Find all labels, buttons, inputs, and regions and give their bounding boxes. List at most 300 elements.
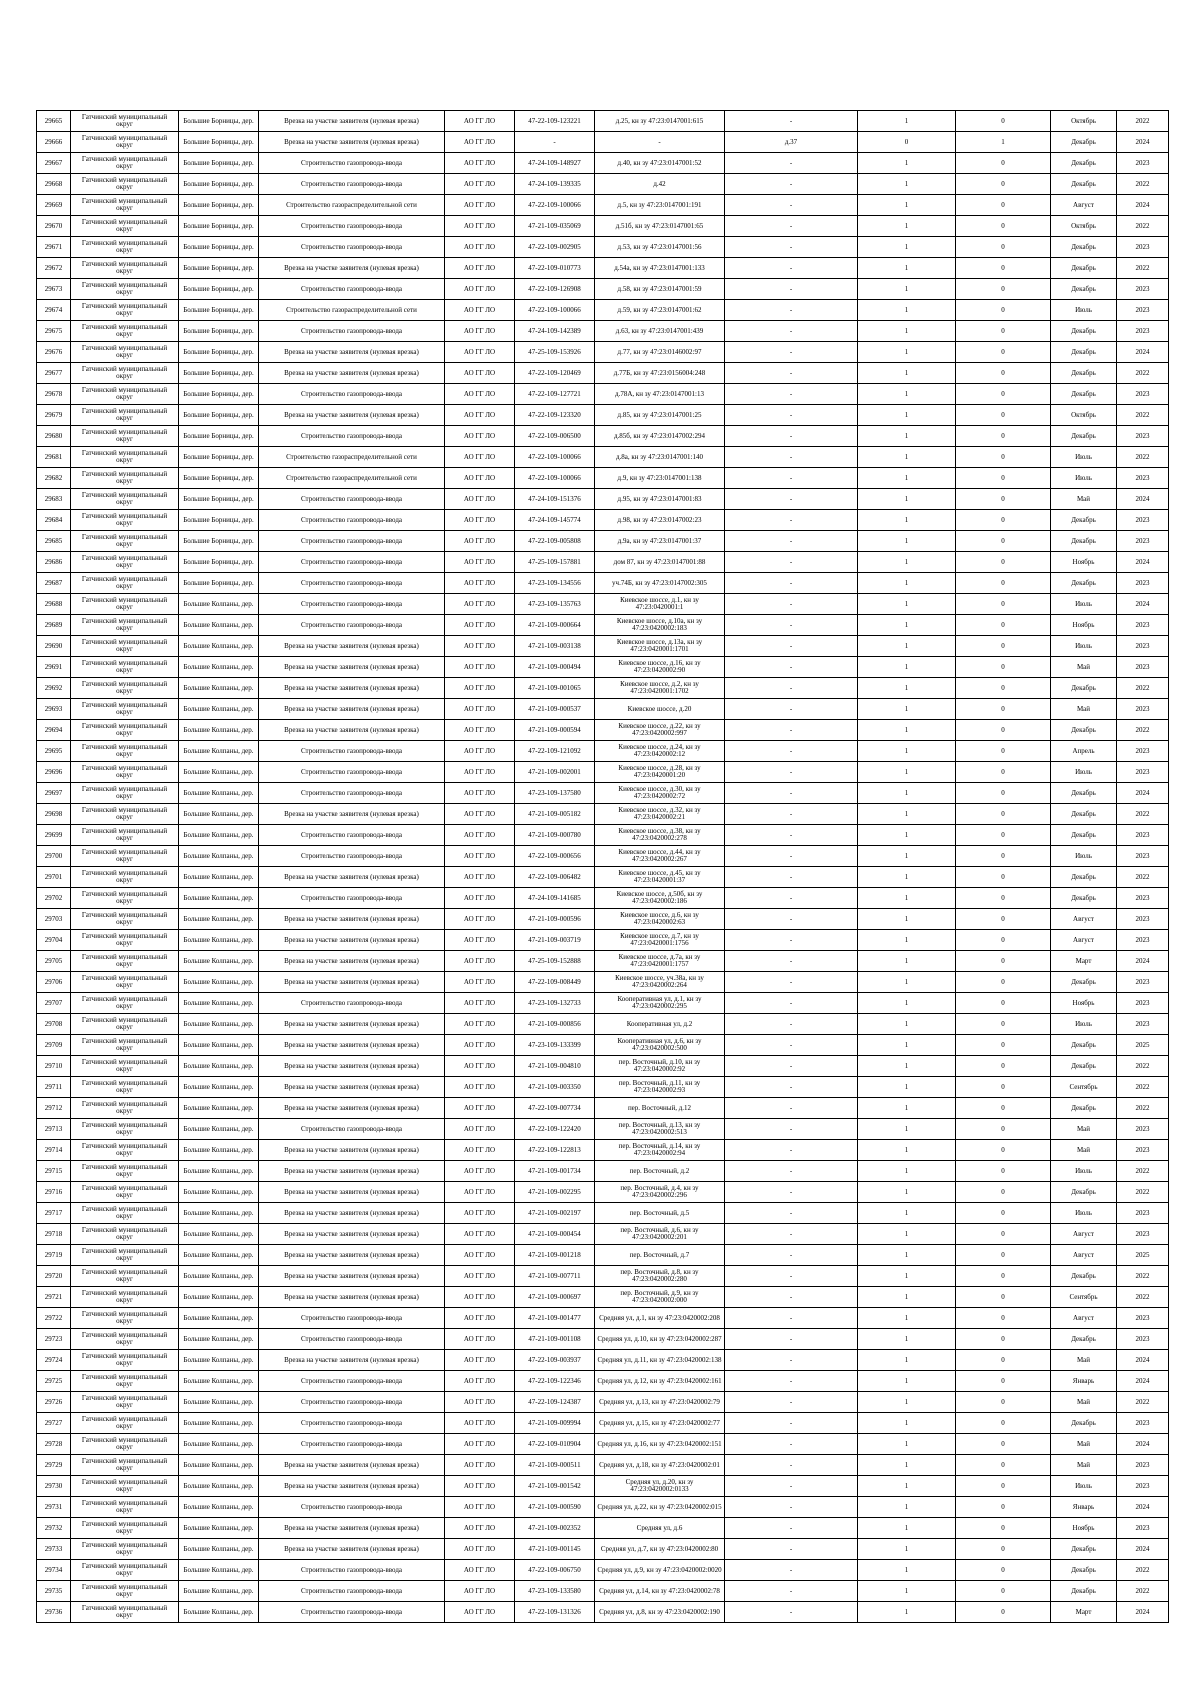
- cell-settlement: Большие Колпаны, дер.: [179, 867, 259, 888]
- cell-value-1: 1: [858, 804, 956, 825]
- cell-row-number: 29715: [37, 1161, 71, 1182]
- cell-row-number: 29732: [37, 1518, 71, 1539]
- cell-application-number: 47-25-109-152888: [515, 951, 595, 972]
- cell-year: 2022: [1117, 258, 1169, 279]
- cell-organization: АО ГГ ЛО: [445, 1182, 515, 1203]
- cell-value-1: 1: [858, 909, 956, 930]
- cell-address: пер. Восточный, д.14, кн зу 47:23:0420002:94: [595, 1140, 725, 1161]
- cell-address: Кооперативная ул, д.6, кн зу 47:23:0420002:500: [595, 1035, 725, 1056]
- cell-organization: АО ГГ ЛО: [445, 1392, 515, 1413]
- cell-month: Декабрь: [1051, 237, 1117, 258]
- cell-value-1: 1: [858, 1161, 956, 1182]
- cell-value-2: 0: [956, 804, 1051, 825]
- cell-row-number: 29721: [37, 1287, 71, 1308]
- cell-month: Декабрь: [1051, 1182, 1117, 1203]
- table-row: [37, 174, 1169, 195]
- cell-month: Май: [1051, 1434, 1117, 1455]
- cell-settlement: Большие Колпаны, дер.: [179, 1224, 259, 1245]
- cell-extra-address: -: [725, 1140, 858, 1161]
- cell-extra-address: -: [725, 447, 858, 468]
- cell-row-number: 29667: [37, 153, 71, 174]
- cell-district: Гатчинский муниципальный округ: [71, 1035, 179, 1056]
- cell-row-number: 29703: [37, 909, 71, 930]
- cell-row-number: 29679: [37, 405, 71, 426]
- cell-value-2: 0: [956, 1413, 1051, 1434]
- table-row: [37, 741, 1169, 762]
- cell-value-1: 1: [858, 783, 956, 804]
- table-row: [37, 1119, 1169, 1140]
- cell-row-number: 29727: [37, 1413, 71, 1434]
- cell-district: Гатчинский муниципальный округ: [71, 279, 179, 300]
- cell-month: Декабрь: [1051, 867, 1117, 888]
- cell-row-number: 29694: [37, 720, 71, 741]
- cell-settlement: Большие Борницы, дер.: [179, 216, 259, 237]
- cell-district: Гатчинский муниципальный округ: [71, 888, 179, 909]
- cell-value-1: 1: [858, 1392, 956, 1413]
- cell-extra-address: -: [725, 426, 858, 447]
- cell-year: 2023: [1117, 846, 1169, 867]
- cell-address: д.40, кн зу 47:23:0147001:52: [595, 153, 725, 174]
- cell-year: 2025: [1117, 1245, 1169, 1266]
- cell-value-2: 0: [956, 1560, 1051, 1581]
- cell-district: Гатчинский муниципальный округ: [71, 615, 179, 636]
- cell-value-2: 0: [956, 489, 1051, 510]
- cell-month: Декабрь: [1051, 678, 1117, 699]
- cell-value-1: 1: [858, 153, 956, 174]
- table-row: [37, 111, 1169, 132]
- cell-application-number: 47-22-109-126908: [515, 279, 595, 300]
- cell-district: Гатчинский муниципальный округ: [71, 384, 179, 405]
- cell-application-number: 47-21-109-005182: [515, 804, 595, 825]
- cell-value-2: 0: [956, 531, 1051, 552]
- cell-value-1: 1: [858, 1434, 956, 1455]
- cell-work-type: Строительство газопровода-ввода: [259, 489, 445, 510]
- cell-organization: АО ГГ ЛО: [445, 594, 515, 615]
- cell-month: Декабрь: [1051, 1539, 1117, 1560]
- cell-year: 2022: [1117, 111, 1169, 132]
- cell-extra-address: -: [725, 762, 858, 783]
- cell-year: 2023: [1117, 1224, 1169, 1245]
- cell-application-number: 47-25-109-153926: [515, 342, 595, 363]
- cell-row-number: 29714: [37, 1140, 71, 1161]
- cell-settlement: Большие Колпаны, дер.: [179, 1518, 259, 1539]
- cell-year: 2024: [1117, 783, 1169, 804]
- cell-organization: АО ГГ ЛО: [445, 636, 515, 657]
- cell-organization: АО ГГ ЛО: [445, 1245, 515, 1266]
- cell-extra-address: -: [725, 489, 858, 510]
- cell-value-1: 1: [858, 762, 956, 783]
- cell-row-number: 29673: [37, 279, 71, 300]
- cell-month: Декабрь: [1051, 510, 1117, 531]
- cell-district: Гатчинский муниципальный округ: [71, 1140, 179, 1161]
- cell-month: Июль: [1051, 1203, 1117, 1224]
- cell-row-number: 29720: [37, 1266, 71, 1287]
- cell-settlement: Большие Колпаны, дер.: [179, 1455, 259, 1476]
- cell-extra-address: -: [725, 804, 858, 825]
- cell-district: Гатчинский муниципальный округ: [71, 153, 179, 174]
- cell-settlement: Большие Борницы, дер.: [179, 531, 259, 552]
- cell-year: 2022: [1117, 1581, 1169, 1602]
- cell-organization: АО ГГ ЛО: [445, 1560, 515, 1581]
- cell-work-type: Врезка на участке заявителя (нулевая врезка): [259, 930, 445, 951]
- cell-row-number: 29684: [37, 510, 71, 531]
- cell-value-1: 1: [858, 972, 956, 993]
- cell-value-2: 0: [956, 258, 1051, 279]
- cell-district: Гатчинский муниципальный округ: [71, 1287, 179, 1308]
- cell-value-2: 0: [956, 909, 1051, 930]
- cell-month: Август: [1051, 1308, 1117, 1329]
- cell-organization: АО ГГ ЛО: [445, 909, 515, 930]
- cell-organization: АО ГГ ЛО: [445, 1287, 515, 1308]
- cell-organization: АО ГГ ЛО: [445, 174, 515, 195]
- cell-address: Средняя ул, д.9, кн зу 47:23:0420002:0020: [595, 1560, 725, 1581]
- cell-value-2: 0: [956, 552, 1051, 573]
- cell-row-number: 29696: [37, 762, 71, 783]
- cell-value-2: 0: [956, 1056, 1051, 1077]
- table-row: [37, 804, 1169, 825]
- cell-district: Гатчинский муниципальный округ: [71, 132, 179, 153]
- cell-organization: АО ГГ ЛО: [445, 1161, 515, 1182]
- cell-year: 2023: [1117, 573, 1169, 594]
- cell-district: Гатчинский муниципальный округ: [71, 342, 179, 363]
- cell-application-number: 47-21-109-001145: [515, 1539, 595, 1560]
- cell-application-number: 47-22-109-005808: [515, 531, 595, 552]
- cell-work-type: Строительство газопровода-ввода: [259, 1581, 445, 1602]
- cell-extra-address: -: [725, 678, 858, 699]
- cell-organization: АО ГГ ЛО: [445, 237, 515, 258]
- cell-application-number: 47-22-109-006500: [515, 426, 595, 447]
- cell-month: Декабрь: [1051, 153, 1117, 174]
- table-row: [37, 342, 1169, 363]
- cell-value-2: 0: [956, 1518, 1051, 1539]
- cell-work-type: Строительство газопровода-ввода: [259, 1497, 445, 1518]
- cell-settlement: Большие Колпаны, дер.: [179, 846, 259, 867]
- cell-organization: АО ГГ ЛО: [445, 762, 515, 783]
- table-row: [37, 1581, 1169, 1602]
- cell-organization: АО ГГ ЛО: [445, 531, 515, 552]
- cell-application-number: 47-22-109-006482: [515, 867, 595, 888]
- cell-value-1: 1: [858, 195, 956, 216]
- cell-row-number: 29666: [37, 132, 71, 153]
- cell-month: Декабрь: [1051, 258, 1117, 279]
- cell-address: Киевское шоссе, д.7а, кн зу 47:23:0420001:1757: [595, 951, 725, 972]
- cell-work-type: Строительство газопровода-ввода: [259, 426, 445, 447]
- cell-application-number: 47-21-109-000697: [515, 1287, 595, 1308]
- cell-settlement: Большие Колпаны, дер.: [179, 1329, 259, 1350]
- cell-value-2: 0: [956, 1014, 1051, 1035]
- cell-district: Гатчинский муниципальный округ: [71, 1581, 179, 1602]
- cell-row-number: 29719: [37, 1245, 71, 1266]
- cell-settlement: Большие Колпаны, дер.: [179, 888, 259, 909]
- cell-settlement: Большие Борницы, дер.: [179, 195, 259, 216]
- cell-extra-address: -: [725, 1413, 858, 1434]
- cell-application-number: 47-22-109-100066: [515, 300, 595, 321]
- cell-value-2: 0: [956, 783, 1051, 804]
- cell-application-number: 47-22-109-100066: [515, 468, 595, 489]
- cell-year: 2024: [1117, 1497, 1169, 1518]
- cell-work-type: Врезка на участке заявителя (нулевая врезка): [259, 867, 445, 888]
- cell-month: Сентябрь: [1051, 1287, 1117, 1308]
- cell-value-2: 0: [956, 825, 1051, 846]
- cell-row-number: 29717: [37, 1203, 71, 1224]
- cell-month: Январь: [1051, 1371, 1117, 1392]
- cell-organization: АО ГГ ЛО: [445, 1602, 515, 1623]
- cell-value-1: 0: [858, 132, 956, 153]
- table-row: [37, 762, 1169, 783]
- table-row: [37, 258, 1169, 279]
- cell-extra-address: -: [725, 636, 858, 657]
- cell-organization: АО ГГ ЛО: [445, 930, 515, 951]
- cell-address: Средняя ул, д.20, кн зу 47:23:0420002:0133: [595, 1476, 725, 1497]
- table-row: [37, 1434, 1169, 1455]
- cell-month: Декабрь: [1051, 174, 1117, 195]
- cell-work-type: Строительство газопровода-ввода: [259, 1119, 445, 1140]
- table-row: [37, 615, 1169, 636]
- cell-value-1: 1: [858, 1371, 956, 1392]
- cell-month: Декабрь: [1051, 132, 1117, 153]
- cell-district: Гатчинский муниципальный округ: [71, 1455, 179, 1476]
- table-row: [37, 1560, 1169, 1581]
- cell-organization: АО ГГ ЛО: [445, 384, 515, 405]
- cell-value-1: 1: [858, 405, 956, 426]
- cell-work-type: Врезка на участке заявителя (нулевая врезка): [259, 972, 445, 993]
- cell-row-number: 29681: [37, 447, 71, 468]
- cell-application-number: 47-22-109-002905: [515, 237, 595, 258]
- cell-address: д.95, кн зу 47:23:0147001:83: [595, 489, 725, 510]
- cell-month: Май: [1051, 1140, 1117, 1161]
- table-row: [37, 1602, 1169, 1623]
- table-row: [37, 510, 1169, 531]
- cell-value-1: 1: [858, 1014, 956, 1035]
- table-body: [37, 111, 1169, 1623]
- cell-district: Гатчинский муниципальный округ: [71, 1329, 179, 1350]
- cell-organization: АО ГГ ЛО: [445, 783, 515, 804]
- cell-row-number: 29726: [37, 1392, 71, 1413]
- cell-settlement: Большие Колпаны, дер.: [179, 699, 259, 720]
- cell-month: Ноябрь: [1051, 615, 1117, 636]
- cell-address: пер. Восточный, д.8, кн зу 47:23:0420002:280: [595, 1266, 725, 1287]
- cell-application-number: 47-22-109-003937: [515, 1350, 595, 1371]
- cell-settlement: Большие Колпаны, дер.: [179, 678, 259, 699]
- table-row: [37, 552, 1169, 573]
- cell-row-number: 29675: [37, 321, 71, 342]
- cell-row-number: 29736: [37, 1602, 71, 1623]
- cell-organization: АО ГГ ЛО: [445, 720, 515, 741]
- cell-row-number: 29682: [37, 468, 71, 489]
- table-row: [37, 1392, 1169, 1413]
- cell-work-type: Врезка на участке заявителя (нулевая врезка): [259, 1518, 445, 1539]
- cell-work-type: Врезка на участке заявителя (нулевая врезка): [259, 909, 445, 930]
- cell-value-2: 0: [956, 153, 1051, 174]
- cell-value-2: 0: [956, 1287, 1051, 1308]
- cell-row-number: 29693: [37, 699, 71, 720]
- table-row: [37, 993, 1169, 1014]
- cell-row-number: 29699: [37, 825, 71, 846]
- cell-month: Декабрь: [1051, 972, 1117, 993]
- cell-value-2: 0: [956, 1224, 1051, 1245]
- cell-settlement: Большие Борницы, дер.: [179, 384, 259, 405]
- cell-value-1: 1: [858, 1119, 956, 1140]
- cell-value-1: 1: [858, 447, 956, 468]
- cell-value-2: 0: [956, 1476, 1051, 1497]
- cell-year: 2023: [1117, 825, 1169, 846]
- cell-value-2: 0: [956, 1098, 1051, 1119]
- cell-value-2: 0: [956, 447, 1051, 468]
- cell-extra-address: -: [725, 930, 858, 951]
- cell-address: д.53, кн зу 47:23:0147001:56: [595, 237, 725, 258]
- cell-row-number: 29665: [37, 111, 71, 132]
- cell-extra-address: -: [725, 1455, 858, 1476]
- cell-settlement: Большие Борницы, дер.: [179, 426, 259, 447]
- cell-application-number: 47-21-109-000537: [515, 699, 595, 720]
- cell-settlement: Большие Колпаны, дер.: [179, 1203, 259, 1224]
- cell-value-1: 1: [858, 720, 956, 741]
- cell-row-number: 29700: [37, 846, 71, 867]
- cell-district: Гатчинский муниципальный округ: [71, 1350, 179, 1371]
- cell-value-2: 0: [956, 930, 1051, 951]
- cell-settlement: Большие Колпаны, дер.: [179, 1161, 259, 1182]
- cell-district: Гатчинский муниципальный округ: [71, 909, 179, 930]
- cell-value-2: 0: [956, 993, 1051, 1014]
- cell-year: 2023: [1117, 384, 1169, 405]
- cell-value-2: 0: [956, 720, 1051, 741]
- cell-address: Средняя ул, д.11, кн зу 47:23:0420002:138: [595, 1350, 725, 1371]
- cell-year: 2022: [1117, 1161, 1169, 1182]
- cell-value-2: 0: [956, 1140, 1051, 1161]
- cell-work-type: Врезка на участке заявителя (нулевая врезка): [259, 1140, 445, 1161]
- cell-work-type: Строительство газопровода-ввода: [259, 573, 445, 594]
- cell-district: Гатчинский муниципальный округ: [71, 174, 179, 195]
- cell-work-type: Врезка на участке заявителя (нулевая врезка): [259, 1077, 445, 1098]
- cell-district: Гатчинский муниципальный округ: [71, 678, 179, 699]
- cell-month: Июль: [1051, 447, 1117, 468]
- cell-extra-address: -: [725, 363, 858, 384]
- cell-application-number: 47-22-109-131326: [515, 1602, 595, 1623]
- cell-month: Июль: [1051, 636, 1117, 657]
- cell-extra-address: -: [725, 909, 858, 930]
- cell-year: 2023: [1117, 1476, 1169, 1497]
- cell-settlement: Большие Колпаны, дер.: [179, 1140, 259, 1161]
- cell-row-number: 29712: [37, 1098, 71, 1119]
- cell-value-2: 0: [956, 1119, 1051, 1140]
- cell-work-type: Врезка на участке заявителя (нулевая врезка): [259, 258, 445, 279]
- cell-extra-address: -: [725, 615, 858, 636]
- cell-work-type: Строительство газопровода-ввода: [259, 888, 445, 909]
- cell-extra-address: -: [725, 573, 858, 594]
- cell-application-number: 47-24-109-139335: [515, 174, 595, 195]
- cell-application-number: 47-23-109-132733: [515, 993, 595, 1014]
- cell-address: Кооперативная ул, д.1, кн зу 47:23:0420002:295: [595, 993, 725, 1014]
- table-row: [37, 825, 1169, 846]
- cell-value-1: 1: [858, 174, 956, 195]
- cell-value-2: 0: [956, 741, 1051, 762]
- cell-row-number: 29671: [37, 237, 71, 258]
- cell-address: д.9а, кн зу 47:23:0147001:37: [595, 531, 725, 552]
- cell-organization: АО ГГ ЛО: [445, 363, 515, 384]
- cell-row-number: 29692: [37, 678, 71, 699]
- cell-month: Июль: [1051, 594, 1117, 615]
- cell-value-2: 0: [956, 573, 1051, 594]
- cell-application-number: 47-21-109-001218: [515, 1245, 595, 1266]
- cell-work-type: Врезка на участке заявителя (нулевая врезка): [259, 1266, 445, 1287]
- cell-settlement: Большие Колпаны, дер.: [179, 1182, 259, 1203]
- cell-value-2: 1: [956, 132, 1051, 153]
- cell-work-type: Врезка на участке заявителя (нулевая врезка): [259, 1224, 445, 1245]
- cell-address: уч.74Б, кн зу 47:23:0147002:305: [595, 573, 725, 594]
- cell-extra-address: -: [725, 468, 858, 489]
- cell-district: Гатчинский муниципальный округ: [71, 489, 179, 510]
- cell-application-number: 47-22-109-121092: [515, 741, 595, 762]
- cell-extra-address: -: [725, 1581, 858, 1602]
- data-table: [36, 110, 1169, 1623]
- table-row: [37, 237, 1169, 258]
- cell-organization: АО ГГ ЛО: [445, 153, 515, 174]
- cell-row-number: 29734: [37, 1560, 71, 1581]
- cell-month: Сентябрь: [1051, 1077, 1117, 1098]
- cell-district: Гатчинский муниципальный округ: [71, 1539, 179, 1560]
- table-row: [37, 1077, 1169, 1098]
- cell-address: пер. Восточный, д.9, кн зу 47:23:0420002:000: [595, 1287, 725, 1308]
- cell-value-2: 0: [956, 174, 1051, 195]
- cell-organization: АО ГГ ЛО: [445, 993, 515, 1014]
- cell-address: пер. Восточный, д.10, кн зу 47:23:0420002:92: [595, 1056, 725, 1077]
- cell-year: 2022: [1117, 1077, 1169, 1098]
- cell-value-1: 1: [858, 363, 956, 384]
- cell-settlement: Большие Колпаны, дер.: [179, 1539, 259, 1560]
- cell-extra-address: -: [725, 195, 858, 216]
- cell-settlement: Большие Борницы, дер.: [179, 174, 259, 195]
- cell-district: Гатчинский муниципальный округ: [71, 1413, 179, 1434]
- cell-value-2: 0: [956, 762, 1051, 783]
- cell-organization: АО ГГ ЛО: [445, 678, 515, 699]
- cell-value-1: 1: [858, 1560, 956, 1581]
- table-row: [37, 846, 1169, 867]
- cell-address: пер. Восточный, д.13, кн зу 47:23:0420002:513: [595, 1119, 725, 1140]
- cell-settlement: Большие Колпаны, дер.: [179, 1413, 259, 1434]
- cell-year: 2024: [1117, 132, 1169, 153]
- cell-value-1: 1: [858, 258, 956, 279]
- cell-application-number: 47-21-109-001542: [515, 1476, 595, 1497]
- cell-value-2: 0: [956, 300, 1051, 321]
- cell-organization: АО ГГ ЛО: [445, 972, 515, 993]
- table-row: [37, 447, 1169, 468]
- cell-value-1: 1: [858, 1602, 956, 1623]
- cell-value-1: 1: [858, 594, 956, 615]
- cell-value-2: 0: [956, 1455, 1051, 1476]
- table-row: [37, 573, 1169, 594]
- cell-year: 2022: [1117, 678, 1169, 699]
- cell-organization: АО ГГ ЛО: [445, 741, 515, 762]
- cell-settlement: Большие Борницы, дер.: [179, 111, 259, 132]
- cell-extra-address: -: [725, 1518, 858, 1539]
- cell-extra-address: -: [725, 1203, 858, 1224]
- cell-district: Гатчинский муниципальный округ: [71, 1434, 179, 1455]
- table-row: [37, 1308, 1169, 1329]
- cell-month: Декабрь: [1051, 426, 1117, 447]
- cell-application-number: 47-25-109-157881: [515, 552, 595, 573]
- cell-value-1: 1: [858, 1077, 956, 1098]
- cell-organization: АО ГГ ЛО: [445, 1035, 515, 1056]
- cell-value-1: 1: [858, 1245, 956, 1266]
- cell-settlement: Большие Борницы, дер.: [179, 237, 259, 258]
- cell-application-number: 47-22-109-000656: [515, 846, 595, 867]
- cell-value-1: 1: [858, 1413, 956, 1434]
- cell-address: д.54а, кн зу 47:23:0147001:133: [595, 258, 725, 279]
- cell-settlement: Большие Борницы, дер.: [179, 321, 259, 342]
- cell-application-number: 47-24-109-141685: [515, 888, 595, 909]
- cell-year: 2023: [1117, 993, 1169, 1014]
- cell-address: Киевское шоссе, д.13а, кн зу 47:23:0420001:1701: [595, 636, 725, 657]
